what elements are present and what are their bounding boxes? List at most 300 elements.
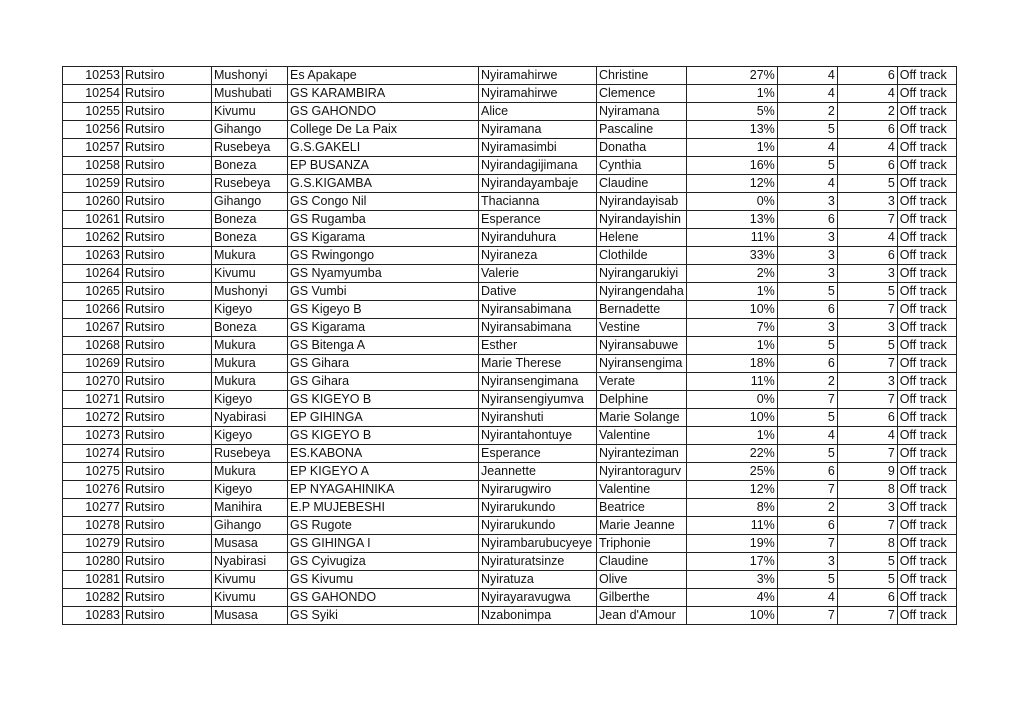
table-row [63,499,957,517]
cell-sector: Boneza [212,157,288,175]
cell-percent: 1% [686,139,777,157]
cell-school: GS Rwingongo [288,247,479,265]
cell-district: Rutsiro [123,499,212,517]
cell-score-a: 5 [777,445,837,463]
cell-district: Rutsiro [123,85,212,103]
cell-status: Off track [897,463,956,481]
cell-district: Rutsiro [123,571,212,589]
data-table [62,66,957,625]
cell-status: Off track [897,373,956,391]
cell-district: Rutsiro [123,517,212,535]
cell-school: GS Cyivugiza [288,553,479,571]
cell-status: Off track [897,211,956,229]
cell-id: 10280 [63,553,123,571]
table-row [63,211,957,229]
cell-district: Rutsiro [123,283,212,301]
cell-first-name: Clemence [597,85,687,103]
cell-district: Rutsiro [123,373,212,391]
cell-score-a: 3 [777,229,837,247]
cell-id: 10258 [63,157,123,175]
cell-first-name: Nyiransengima [597,355,687,373]
cell-sector: Manihira [212,499,288,517]
table-row [63,193,957,211]
cell-score-a: 6 [777,301,837,319]
cell-score-b: 5 [837,553,897,571]
cell-school: GS Congo Nil [288,193,479,211]
cell-school: ES.KABONA [288,445,479,463]
cell-sector: Rusebeya [212,445,288,463]
cell-percent: 19% [686,535,777,553]
cell-status: Off track [897,193,956,211]
table-row [63,535,957,553]
cell-score-a: 7 [777,481,837,499]
cell-district: Rutsiro [123,553,212,571]
cell-percent: 11% [686,229,777,247]
cell-first-name: Donatha [597,139,687,157]
cell-district: Rutsiro [123,139,212,157]
cell-score-b: 7 [837,355,897,373]
cell-score-a: 3 [777,319,837,337]
cell-first-name: Verate [597,373,687,391]
table-row [63,67,957,85]
cell-score-b: 6 [837,409,897,427]
cell-id: 10276 [63,481,123,499]
table-row [63,445,957,463]
cell-id: 10260 [63,193,123,211]
cell-score-a: 6 [777,463,837,481]
cell-first-name: Nyirandayisab [597,193,687,211]
cell-school: GS GIHINGA I [288,535,479,553]
cell-percent: 0% [686,193,777,211]
cell-score-b: 5 [837,175,897,193]
cell-last-name: Nyiraneza [479,247,597,265]
cell-first-name: Helene [597,229,687,247]
table-row [63,607,957,625]
cell-score-a: 4 [777,67,837,85]
cell-score-a: 6 [777,355,837,373]
cell-district: Rutsiro [123,103,212,121]
cell-school: College De La Paix [288,121,479,139]
cell-last-name: Nyiramahirwe [479,67,597,85]
cell-last-name: Nyiransengimana [479,373,597,391]
cell-score-b: 4 [837,229,897,247]
cell-score-b: 7 [837,391,897,409]
cell-last-name: Nyiramana [479,121,597,139]
cell-first-name: Delphine [597,391,687,409]
cell-sector: Rusebeya [212,139,288,157]
cell-sector: Gihango [212,121,288,139]
cell-last-name: Valerie [479,265,597,283]
cell-first-name: Pascaline [597,121,687,139]
cell-score-a: 7 [777,535,837,553]
cell-district: Rutsiro [123,391,212,409]
cell-score-b: 7 [837,607,897,625]
cell-first-name: Valentine [597,427,687,445]
table-row [63,481,957,499]
cell-id: 10283 [63,607,123,625]
cell-score-a: 2 [777,499,837,517]
cell-district: Rutsiro [123,445,212,463]
cell-school: GS Gihara [288,373,479,391]
cell-status: Off track [897,85,956,103]
cell-percent: 11% [686,373,777,391]
cell-district: Rutsiro [123,265,212,283]
cell-score-b: 6 [837,589,897,607]
cell-sector: Mukura [212,355,288,373]
cell-school: GS Rugamba [288,211,479,229]
cell-id: 10271 [63,391,123,409]
cell-school: GS Bitenga A [288,337,479,355]
cell-score-b: 3 [837,193,897,211]
cell-score-a: 3 [777,553,837,571]
cell-score-b: 9 [837,463,897,481]
cell-sector: Kivumu [212,589,288,607]
cell-status: Off track [897,337,956,355]
cell-school: Es Apakape [288,67,479,85]
cell-first-name: Marie Jeanne [597,517,687,535]
cell-first-name: Olive [597,571,687,589]
table-row [63,337,957,355]
cell-percent: 25% [686,463,777,481]
cell-score-a: 3 [777,247,837,265]
cell-last-name: Nyirarukundo [479,499,597,517]
cell-last-name: Nyiramahirwe [479,85,597,103]
cell-score-b: 3 [837,373,897,391]
cell-score-a: 4 [777,427,837,445]
cell-status: Off track [897,319,956,337]
cell-sector: Kigeyo [212,481,288,499]
cell-id: 10253 [63,67,123,85]
cell-id: 10274 [63,445,123,463]
cell-id: 10263 [63,247,123,265]
cell-score-a: 4 [777,85,837,103]
cell-percent: 4% [686,589,777,607]
cell-score-a: 4 [777,589,837,607]
cell-status: Off track [897,499,956,517]
cell-district: Rutsiro [123,427,212,445]
cell-score-b: 7 [837,301,897,319]
cell-district: Rutsiro [123,535,212,553]
cell-status: Off track [897,139,956,157]
cell-district: Rutsiro [123,589,212,607]
cell-status: Off track [897,445,956,463]
cell-percent: 8% [686,499,777,517]
cell-sector: Gihango [212,517,288,535]
table-row [63,463,957,481]
cell-score-a: 7 [777,607,837,625]
cell-first-name: Triphonie [597,535,687,553]
cell-district: Rutsiro [123,319,212,337]
cell-id: 10272 [63,409,123,427]
cell-school: GS Vumbi [288,283,479,301]
cell-school: GS Kigarama [288,229,479,247]
cell-status: Off track [897,535,956,553]
cell-district: Rutsiro [123,229,212,247]
cell-district: Rutsiro [123,175,212,193]
cell-id: 10254 [63,85,123,103]
cell-school: GS Rugote [288,517,479,535]
cell-sector: Kigeyo [212,301,288,319]
cell-school: GS KARAMBIRA [288,85,479,103]
cell-score-a: 5 [777,157,837,175]
cell-school: G.S.KIGAMBA [288,175,479,193]
cell-percent: 18% [686,355,777,373]
cell-percent: 13% [686,211,777,229]
cell-first-name: Claudine [597,553,687,571]
cell-sector: Mushonyi [212,283,288,301]
cell-first-name: Nyirangendaha [597,283,687,301]
cell-first-name: Jean d'Amour [597,607,687,625]
cell-percent: 1% [686,85,777,103]
cell-percent: 12% [686,175,777,193]
cell-first-name: Beatrice [597,499,687,517]
cell-last-name: Thacianna [479,193,597,211]
cell-last-name: Nyiramasimbi [479,139,597,157]
cell-first-name: Nyiransabuwe [597,337,687,355]
table-row [63,157,957,175]
cell-score-a: 5 [777,571,837,589]
cell-last-name: Alice [479,103,597,121]
cell-last-name: Nyiransengiyumva [479,391,597,409]
cell-district: Rutsiro [123,211,212,229]
cell-score-b: 3 [837,265,897,283]
cell-last-name: Nyirandayambaje [479,175,597,193]
cell-id: 10273 [63,427,123,445]
cell-score-a: 2 [777,103,837,121]
table-row [63,355,957,373]
cell-percent: 16% [686,157,777,175]
cell-school: EP GIHINGA [288,409,479,427]
cell-first-name: Cynthia [597,157,687,175]
cell-sector: Musasa [212,535,288,553]
table-row [63,283,957,301]
cell-school: GS Nyamyumba [288,265,479,283]
cell-school: E.P MUJEBESHI [288,499,479,517]
cell-score-b: 3 [837,499,897,517]
table-row [63,175,957,193]
cell-percent: 0% [686,391,777,409]
cell-status: Off track [897,265,956,283]
cell-score-a: 5 [777,283,837,301]
cell-id: 10267 [63,319,123,337]
cell-score-b: 5 [837,571,897,589]
cell-status: Off track [897,481,956,499]
cell-score-a: 4 [777,139,837,157]
cell-district: Rutsiro [123,355,212,373]
cell-district: Rutsiro [123,247,212,265]
cell-first-name: Gilberthe [597,589,687,607]
cell-last-name: Nyirambarubucyeye [479,535,597,553]
cell-percent: 17% [686,553,777,571]
cell-status: Off track [897,607,956,625]
cell-last-name: Nyirayaravugwa [479,589,597,607]
cell-score-a: 5 [777,121,837,139]
cell-sector: Nyabirasi [212,409,288,427]
cell-first-name: Nyiramana [597,103,687,121]
cell-last-name: Esperance [479,211,597,229]
cell-school: EP BUSANZA [288,157,479,175]
cell-sector: Kivumu [212,571,288,589]
cell-score-b: 3 [837,319,897,337]
cell-status: Off track [897,391,956,409]
cell-last-name: Nyirandagijimana [479,157,597,175]
cell-status: Off track [897,175,956,193]
cell-sector: Boneza [212,319,288,337]
cell-id: 10262 [63,229,123,247]
cell-first-name: Bernadette [597,301,687,319]
table-row [63,589,957,607]
cell-school: GS Kigarama [288,319,479,337]
cell-sector: Musasa [212,607,288,625]
cell-last-name: Nyiranshuti [479,409,597,427]
cell-last-name: Dative [479,283,597,301]
table-row [63,517,957,535]
cell-score-b: 2 [837,103,897,121]
cell-id: 10281 [63,571,123,589]
cell-school: EP NYAGAHINIKA [288,481,479,499]
cell-first-name: Valentine [597,481,687,499]
cell-first-name: Vestine [597,319,687,337]
cell-id: 10259 [63,175,123,193]
cell-id: 10266 [63,301,123,319]
cell-percent: 1% [686,283,777,301]
table-row [63,103,957,121]
cell-district: Rutsiro [123,301,212,319]
cell-school: GS Kigeyo B [288,301,479,319]
cell-percent: 10% [686,301,777,319]
cell-score-a: 6 [777,517,837,535]
cell-status: Off track [897,409,956,427]
cell-last-name: Nyiranduhura [479,229,597,247]
cell-percent: 33% [686,247,777,265]
table-row [63,553,957,571]
cell-school: GS KIGEYO B [288,391,479,409]
cell-score-a: 5 [777,409,837,427]
cell-school: GS GAHONDO [288,103,479,121]
cell-first-name: Christine [597,67,687,85]
cell-score-b: 6 [837,67,897,85]
cell-id: 10265 [63,283,123,301]
cell-id: 10275 [63,463,123,481]
cell-district: Rutsiro [123,337,212,355]
cell-sector: Nyabirasi [212,553,288,571]
cell-first-name: Nyirantoragurv [597,463,687,481]
cell-sector: Rusebeya [212,175,288,193]
cell-score-b: 8 [837,481,897,499]
cell-district: Rutsiro [123,121,212,139]
cell-score-b: 7 [837,445,897,463]
cell-sector: Boneza [212,229,288,247]
cell-last-name: Marie Therese [479,355,597,373]
table-row [63,121,957,139]
cell-percent: 22% [686,445,777,463]
table-row [63,319,957,337]
table-row [63,85,957,103]
cell-score-b: 6 [837,157,897,175]
cell-id: 10257 [63,139,123,157]
cell-last-name: Nyirarugwiro [479,481,597,499]
cell-first-name: Nyiranteziman [597,445,687,463]
cell-first-name: Nyirandayishin [597,211,687,229]
cell-district: Rutsiro [123,409,212,427]
cell-score-a: 4 [777,175,837,193]
cell-score-b: 7 [837,211,897,229]
cell-status: Off track [897,355,956,373]
cell-sector: Boneza [212,211,288,229]
table-row [63,427,957,445]
cell-school: GS Kivumu [288,571,479,589]
cell-sector: Kigeyo [212,427,288,445]
cell-score-a: 3 [777,193,837,211]
cell-status: Off track [897,157,956,175]
cell-id: 10261 [63,211,123,229]
cell-school: GS KIGEYO B [288,427,479,445]
cell-status: Off track [897,121,956,139]
cell-status: Off track [897,427,956,445]
cell-id: 10279 [63,535,123,553]
cell-id: 10269 [63,355,123,373]
cell-percent: 5% [686,103,777,121]
cell-sector: Kivumu [212,265,288,283]
cell-score-a: 3 [777,265,837,283]
cell-score-b: 5 [837,337,897,355]
cell-last-name: Esther [479,337,597,355]
cell-sector: Mushonyi [212,67,288,85]
cell-percent: 10% [686,409,777,427]
cell-district: Rutsiro [123,157,212,175]
cell-last-name: Nyiransabimana [479,301,597,319]
cell-last-name: Esperance [479,445,597,463]
cell-status: Off track [897,571,956,589]
cell-district: Rutsiro [123,193,212,211]
table-row [63,409,957,427]
cell-score-b: 4 [837,85,897,103]
cell-school: GS Syiki [288,607,479,625]
cell-sector: Gihango [212,193,288,211]
cell-score-a: 7 [777,391,837,409]
cell-score-a: 6 [777,211,837,229]
cell-district: Rutsiro [123,607,212,625]
cell-status: Off track [897,517,956,535]
cell-percent: 11% [686,517,777,535]
cell-first-name: Nyirangarukiyi [597,265,687,283]
table-row [63,373,957,391]
cell-first-name: Marie Solange [597,409,687,427]
cell-percent: 10% [686,607,777,625]
cell-id: 10278 [63,517,123,535]
cell-status: Off track [897,67,956,85]
cell-last-name: Jeannette [479,463,597,481]
cell-id: 10268 [63,337,123,355]
cell-last-name: Nyiratuza [479,571,597,589]
table-row [63,571,957,589]
cell-last-name: Nyiransabimana [479,319,597,337]
cell-last-name: Nzabonimpa [479,607,597,625]
cell-district: Rutsiro [123,463,212,481]
cell-sector: Mushubati [212,85,288,103]
table-row [63,301,957,319]
cell-score-b: 4 [837,139,897,157]
table-row [63,229,957,247]
cell-score-a: 5 [777,337,837,355]
cell-score-b: 7 [837,517,897,535]
cell-score-b: 6 [837,121,897,139]
cell-district: Rutsiro [123,481,212,499]
cell-status: Off track [897,589,956,607]
cell-id: 10282 [63,589,123,607]
cell-sector: Mukura [212,247,288,265]
cell-sector: Kivumu [212,103,288,121]
